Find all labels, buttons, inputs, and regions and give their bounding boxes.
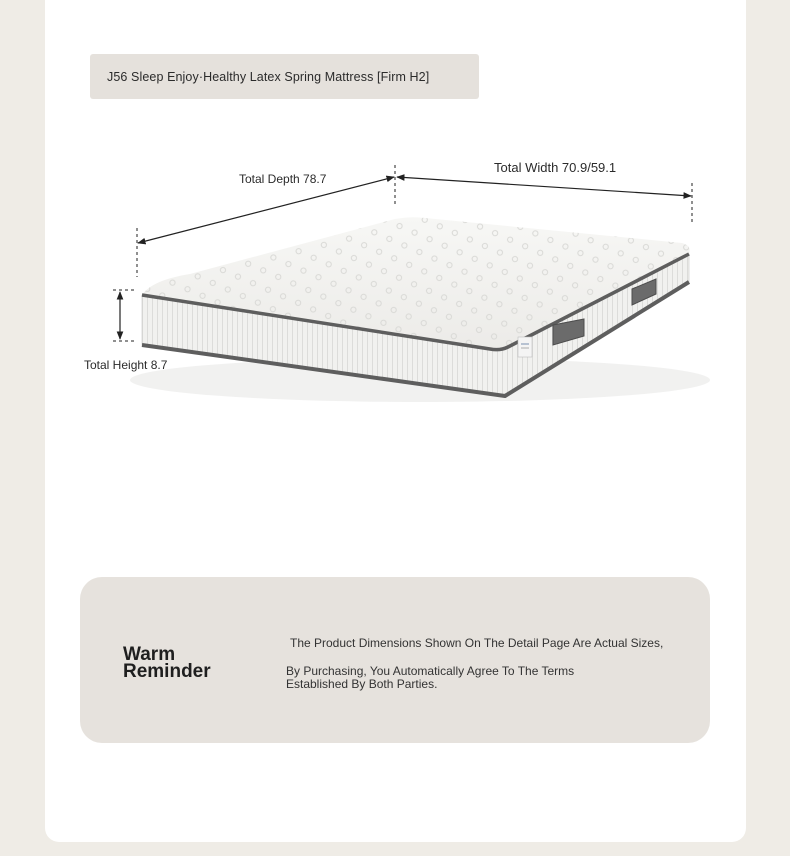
reminder-line-1: The Product Dimensions Shown On The Detail Page Are Actual Sizes, xyxy=(290,636,664,650)
reminder-line-2: By Purchasing, You Automatically Agree To The Terms Established By Both Parties. xyxy=(286,664,575,691)
width-label: Total Width 70.9/59.1 xyxy=(494,160,617,175)
height-dimension-line xyxy=(113,290,137,341)
warm-reminder-heading: Warm Reminder xyxy=(123,644,211,682)
product-title: J56 Sleep Enjoy·Healthy Latex Spring Mattress [Firm H2] xyxy=(107,69,430,84)
width-dimension-line xyxy=(397,177,692,225)
height-label: Total Height 8.7 xyxy=(84,358,168,372)
mattress-label-tag xyxy=(518,337,532,357)
depth-label: Total Depth 78.7 xyxy=(239,172,327,186)
